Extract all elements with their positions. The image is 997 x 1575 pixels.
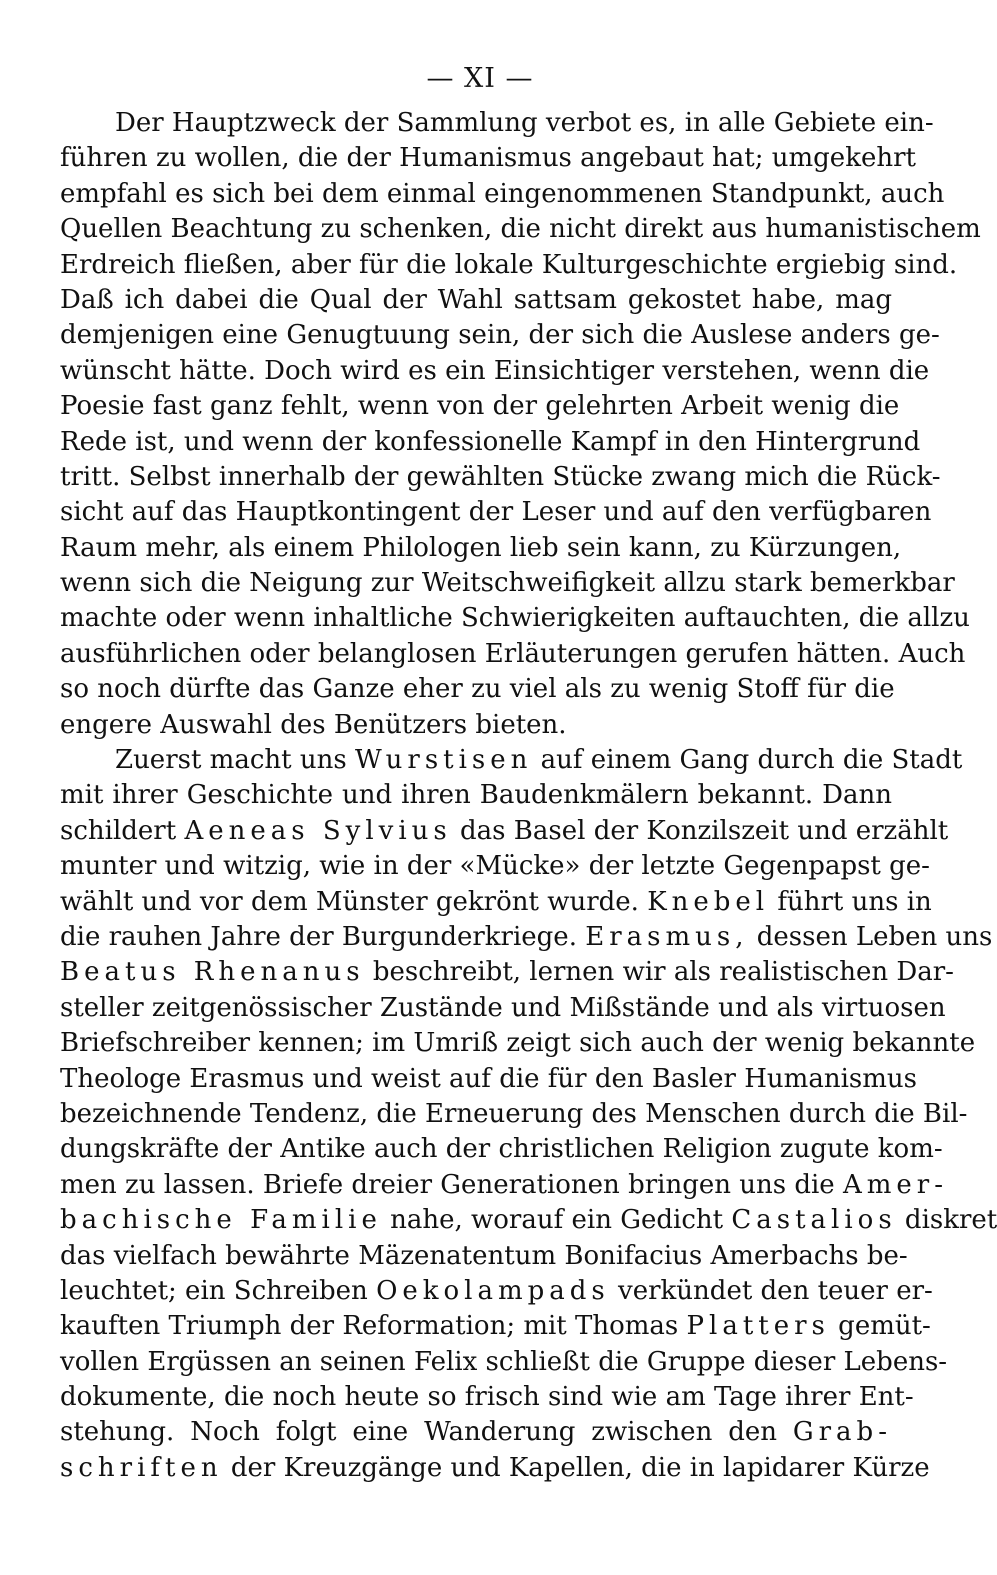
text-line: empfahl es sich bei dem einmal eingenommenen Standpunkt, auch xyxy=(60,178,945,209)
text-line: dokumente, die noch heute so frisch sind wie am Tage ihrer Ent- xyxy=(60,1382,914,1413)
text-line: Beatus Rhenanus beschreibt, lernen wir als realistischen Dar- xyxy=(60,957,954,988)
text-line: führen zu wollen, die der Humanismus angebaut hat; umgekehrt xyxy=(60,143,916,174)
text-line: Quellen Beachtung zu schenken, die nicht direkt aus humanistischem xyxy=(60,214,981,245)
text-line: schildert Aeneas Sylvius das Basel der Konzilszeit und erzählt xyxy=(60,815,949,846)
page-number: — XI — xyxy=(426,63,534,94)
text-line: wenn sich die Neigung zur Weitschweifigkeit allzu stark bemerkbar xyxy=(60,568,955,599)
text-line: Erdreich fließen, aber für die lokale Kulturgeschichte ergiebig sind. xyxy=(60,249,958,280)
text-line: so noch dürfte das Ganze eher zu viel als zu wenig Stoff für die xyxy=(60,674,895,705)
text-line: stehung. Noch folgt eine Wanderung zwischen den Grab- xyxy=(60,1417,892,1448)
text-line: vollen Ergüssen an seinen Felix schließt die Gruppe dieser Lebens- xyxy=(60,1346,948,1377)
text-line: dungskräfte der Antike auch der christlichen Religion zugute kom- xyxy=(60,1134,943,1165)
body-text xyxy=(60,106,997,1486)
text-line: bachische Familie nahe, worauf ein Gedicht Castalios diskret xyxy=(60,1205,997,1236)
text-line: das vielfach bewährte Mäzenatentum Bonifacius Amerbachs be- xyxy=(60,1240,908,1271)
text-line: steller zeitgenössischer Zustände und Mißstände und als virtuosen xyxy=(60,992,946,1023)
text-line: machte oder wenn inhaltliche Schwierigkeiten auftauchten, die allzu xyxy=(60,603,970,634)
text-line: ausführlichen oder belanglosen Erläuterungen gerufen hätten. Auch xyxy=(60,638,966,669)
text-line: Theologe Erasmus und weist auf die für den Basler Humanismus xyxy=(60,1063,917,1094)
text-line: demjenigen eine Genugtuung sein, der sich die Auslese anders ge- xyxy=(60,320,940,351)
text-line: Poesie fast ganz fehlt, wenn von der gelehrten Arbeit wenig die xyxy=(60,391,900,422)
text-line: Der Hauptzweck der Sammlung verbot es, in alle Gebiete ein- xyxy=(115,108,934,138)
text-line: munter und witzig, wie in der «Mücke» der letzte Gegenpapst ge- xyxy=(60,851,930,882)
text-line: wünscht hätte. Doch wird es ein Einsichtiger verstehen, wenn die xyxy=(60,355,930,386)
text-line: die rauhen Jahre der Burgunderkriege. Erasmus, dessen Leben uns xyxy=(60,921,993,952)
paragraph xyxy=(60,106,981,743)
paragraph xyxy=(60,743,997,1486)
text-line: kauften Triumph der Reformation; mit Thomas Platters gemüt- xyxy=(60,1311,931,1342)
text-line: Rede ist, und wenn der konfessionelle Kampf in den Hintergrund xyxy=(60,426,921,457)
text-line: engere Auswahl des Benützers bieten. xyxy=(60,709,567,740)
text-line: wählt und vor dem Münster gekrönt wurde. Knebel führt uns in xyxy=(60,886,932,917)
text-line: Daß ich dabei die Qual der Wahl sattsam gekostet habe, mag xyxy=(60,284,892,315)
text-line: Briefschreiber kennen; im Umriß zeigt sich auch der wenig bekannte xyxy=(60,1028,976,1059)
text-line: leuchtet; ein Schreiben Oekolampads verkündet den teuer er- xyxy=(60,1275,933,1306)
text-line: men zu lassen. Briefe dreier Generationen bringen uns die Amer- xyxy=(60,1169,948,1200)
text-line: mit ihrer Geschichte und ihren Baudenkmälern bekannt. Dann xyxy=(60,780,892,811)
text-line: bezeichnende Tendenz, die Erneuerung des Menschen durch die Bil- xyxy=(60,1098,968,1129)
text-line: Zuerst macht uns Wurstisen auf einem Gang durch die Stadt xyxy=(115,745,963,776)
text-line: Raum mehr, als einem Philologen lieb sein kann, zu Kürzungen, xyxy=(60,532,902,563)
text-line: sicht auf das Hauptkontingent der Leser und auf den verfügbaren xyxy=(60,497,932,528)
text-line: schriften der Kreuzgänge und Kapellen, die in lapidarer Kürze xyxy=(60,1452,930,1483)
text-line: tritt. Selbst innerhalb der gewählten Stücke zwang mich die Rück- xyxy=(60,461,941,492)
